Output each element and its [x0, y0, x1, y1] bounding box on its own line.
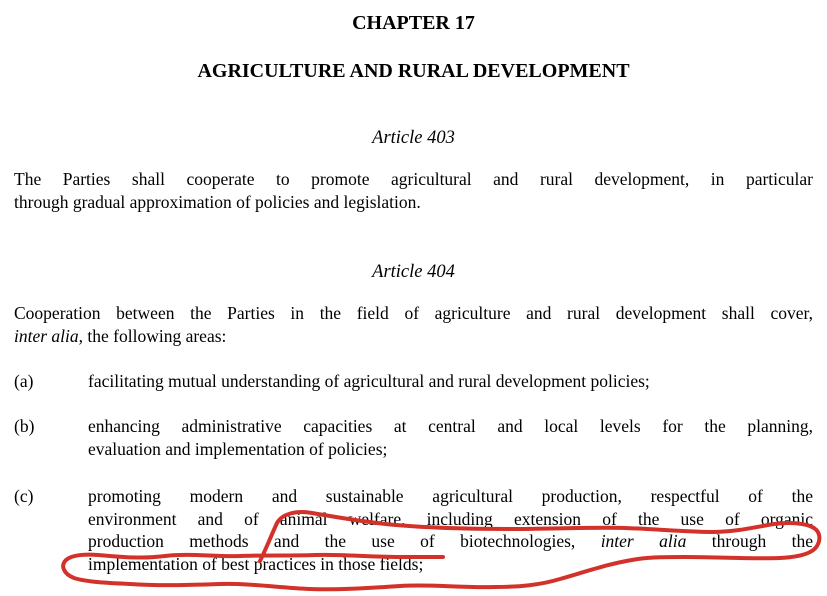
item-a-line1: facilitating mutual understanding of agricultural and rural development policies;: [88, 371, 650, 391]
list-item-a: [14, 370, 813, 393]
inter-alia-intro: inter alia,: [14, 325, 84, 346]
article-404-intro: [14, 302, 813, 347]
item-c-line1: promoting modern and sustainable agricultural production, respectful of the: [88, 486, 813, 506]
list-item-b: [14, 415, 813, 460]
chapter-title: AGRICULTURE AND RURAL DEVELOPMENT: [197, 60, 630, 82]
article-403-heading: Article 403: [372, 128, 455, 148]
article-404-intro-line2: [14, 325, 813, 348]
list-item-c: [14, 485, 813, 575]
list-item-c-label: (c): [14, 486, 34, 506]
article-404-intro-line1: Cooperation between the Parties in the field of agriculture and rural development shall cover,: [14, 303, 813, 323]
list-item-c-body: [88, 485, 813, 575]
item-c-line2: environment and of animal welfare, including extension of the use of organic: [88, 508, 813, 529]
item-c-line3-post: through the: [686, 531, 814, 551]
item-b-line2: evaluation and implementation of policies;: [88, 438, 388, 459]
item-b-line1: enhancing administrative capacities at central and local levels for the planning,: [88, 416, 813, 436]
item-c-line3: [88, 530, 813, 553]
list-item-a-body: [88, 370, 813, 393]
article-403-line2: through gradual approximation of policies and legislation.: [14, 191, 421, 212]
intro-line2-rest: the following areas:: [83, 325, 227, 346]
list-item-b-label: (b): [14, 416, 35, 436]
list-item-b-body: [88, 415, 813, 460]
article-403-body: [14, 168, 813, 213]
chapter-number: CHAPTER 17: [352, 12, 475, 34]
article-404-heading: Article 404: [372, 262, 455, 282]
list-item-a-label: (a): [14, 371, 34, 391]
item-c-line3-pre: production methods and the use of biotechnologies,: [88, 531, 601, 551]
inter-alia-item-c: inter alia: [600, 531, 687, 551]
item-c-line4: implementation of best practices in those fields;: [88, 553, 424, 574]
article-403-line1: The Parties shall cooperate to promote agricultural and rural development, in particular: [14, 169, 813, 189]
